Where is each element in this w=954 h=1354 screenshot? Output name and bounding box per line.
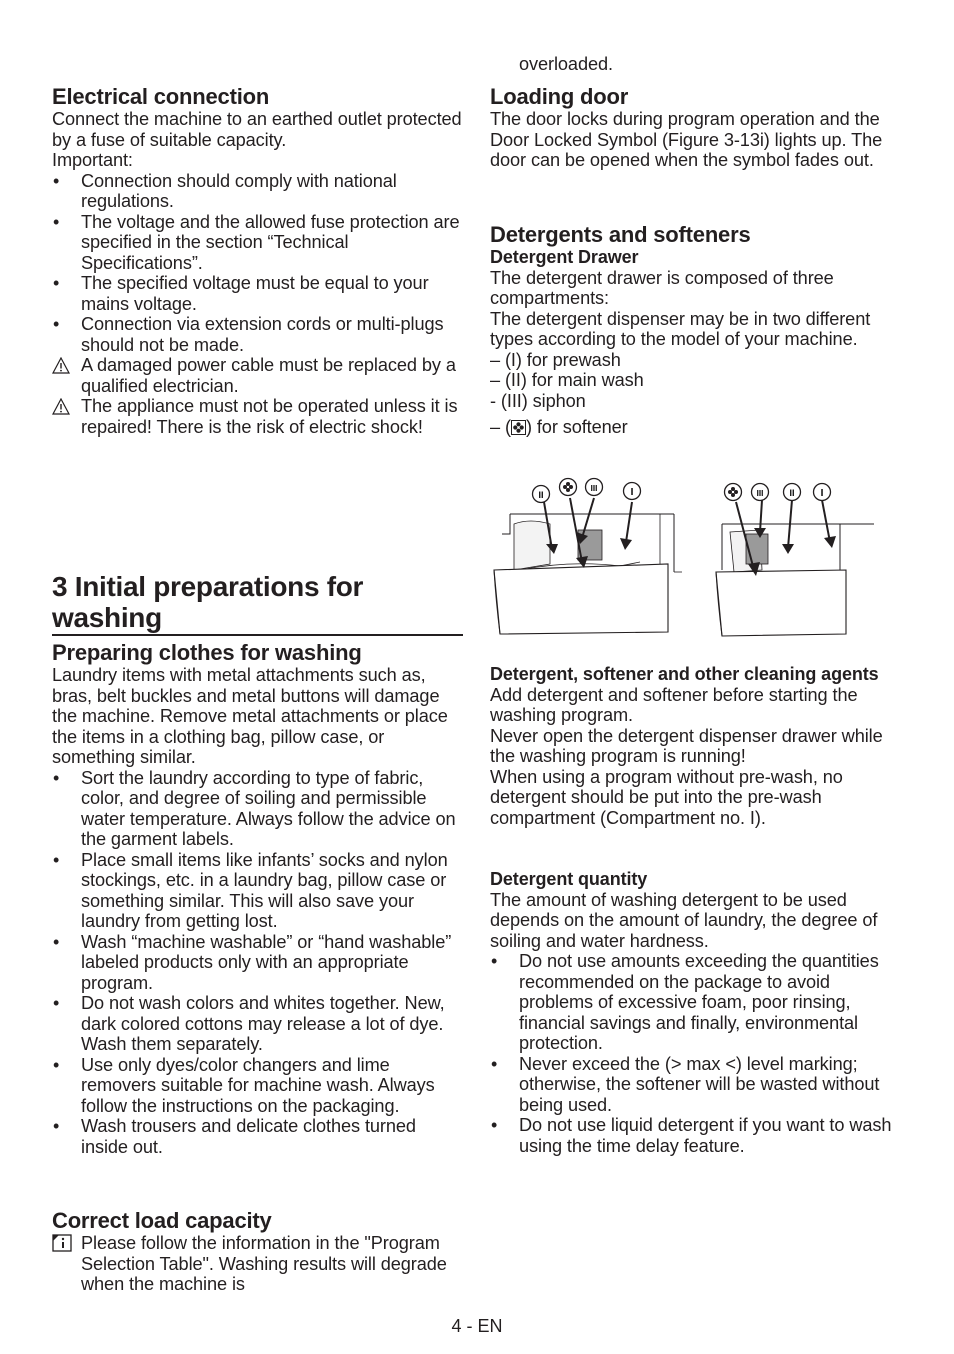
drawer-type-a xyxy=(494,479,682,635)
list-item: • Use only dyes/color changers and lime removers suitable for machine wash. Always follow the instructions on the packaging. xyxy=(53,1054,435,1116)
load-capacity-section xyxy=(52,1209,464,1295)
bullet-icon: • xyxy=(53,1116,60,1136)
bullet-icon: • xyxy=(53,849,60,870)
warning-icon xyxy=(52,357,70,379)
list-item: • Place small items like infants’ socks and nylon stockings, etc. in a laundry bag, pillow case or something similar. This will also save your laundry from getting lost. xyxy=(53,849,448,931)
section-title: Correct load capacity xyxy=(52,1208,272,1233)
list-item: – ( ) for softener xyxy=(490,417,906,440)
bullet-icon: • xyxy=(53,993,60,1013)
compartment-list xyxy=(490,350,906,440)
paragraph: The amount of washing detergent to be used depends on the amount of laundry, the degree of soiling and water hardness. xyxy=(490,889,878,951)
paragraph: When using a program without pre-wash, no detergent should be put into the pre-wash compartment (Compartment no. I). xyxy=(490,766,843,828)
list-item: • Do not use amounts exceeding the quantities recommended on the package to avoid problems of excessive foam, poor rinsing, financial savings and finally, environmental protection. xyxy=(491,951,879,1053)
bullet-icon: • xyxy=(53,931,60,952)
section-title: Loading door xyxy=(490,84,629,109)
list-item: • Do not wash colors and whites together. New, dark colored cottons may release a lot of dye. Wash them separately. xyxy=(53,993,445,1054)
bullet-icon: • xyxy=(53,767,60,788)
softener-flower-icon xyxy=(511,419,526,440)
compartment-label: II xyxy=(789,488,795,498)
compartment-label: III xyxy=(756,489,764,498)
section-title: Electrical connection xyxy=(52,84,270,109)
section-title: Detergents and softeners xyxy=(490,222,751,247)
bullet-icon: • xyxy=(491,951,498,971)
list-item: – (I) for prewash xyxy=(490,349,621,370)
chapter-heading xyxy=(52,571,464,636)
carryover-text: overloaded. xyxy=(519,54,613,74)
info-text: Please follow the information in the "Program Selection Table". Washing results will degrade when the machine is xyxy=(81,1233,447,1294)
compartment-label: II xyxy=(538,490,544,500)
bullet-icon: • xyxy=(491,1115,498,1135)
list-item: – (II) for main wash xyxy=(490,370,644,390)
subsection-title: Detergent quantity xyxy=(490,869,648,889)
warning-text: A damaged power cable must be replaced by a qualified electrician. xyxy=(81,355,456,396)
bullet-icon: • xyxy=(53,273,60,293)
list-item: • Never exceed the (> max <) level marking; otherwise, the softener will be wasted without being used. xyxy=(491,1053,880,1115)
bullet-list xyxy=(490,951,906,1156)
list-item: • Wash trousers and delicate clothes turned inside out. xyxy=(53,1116,416,1157)
paragraph: The door locks during program operation and the Door Locked Symbol (Figure 3-13i) lights up. The door can be opened when the symbol fades out. xyxy=(490,109,883,170)
list-item: - (III) siphon xyxy=(490,390,586,411)
paragraph: Laundry items with metal attachments such as, bras, belt buckles and metal buttons will damage the machine. Remove metal attachments or place the items in a clothing bag, pillow case, or something similar. xyxy=(52,665,448,767)
detergent-quantity-section xyxy=(490,869,906,1156)
section-title: Preparing clothes for washing xyxy=(52,640,362,665)
bullet-list xyxy=(52,171,464,356)
list-item: • Connection via extension cords or multi-plugs should not be made. xyxy=(53,314,444,355)
paragraph: The detergent dispenser may be in two different types according to the model of your machine. xyxy=(490,308,871,349)
compartment-label: III xyxy=(590,484,598,493)
drawer-type-b xyxy=(716,484,874,637)
list-item: • Sort the laundry according to type of fabric, color, and degree of soiling and permissible water temperature. Always follow the advice on the garment labels. xyxy=(53,767,456,849)
bullet-icon: • xyxy=(53,170,60,191)
bullet-icon: • xyxy=(53,211,60,232)
detergent-drawer-diagram xyxy=(490,474,890,638)
bullet-icon: • xyxy=(491,1053,498,1074)
warning-icon xyxy=(52,398,70,420)
paragraph: The detergent drawer is composed of three compartments: xyxy=(490,267,834,308)
info-note xyxy=(52,1233,464,1295)
list-item: • Do not use liquid detergent if you want to wash using the time delay feature. xyxy=(491,1115,892,1156)
list-item: • The voltage and the allowed fuse protection are specified in the section “Technical Specifications”. xyxy=(53,211,460,273)
bullet-icon: • xyxy=(53,1054,60,1075)
list-item: • The specified voltage must be equal to your mains voltage. xyxy=(53,273,429,314)
paragraph: Never open the detergent dispenser drawer while the washing program is running! xyxy=(490,725,883,766)
detergents-section xyxy=(490,223,906,440)
list-item: • Wash “machine washable” or “hand washable” labeled products only with an appropriate program. xyxy=(53,931,452,993)
subsection-title: Detergent, softener and other cleaning agents xyxy=(490,664,879,684)
compartment-label: I xyxy=(820,488,824,499)
chapter-title: 3 Initial preparations for washing xyxy=(52,571,463,636)
page-number: 4 - EN xyxy=(451,1316,503,1336)
electrical-connection-section xyxy=(52,85,464,437)
paragraph: Connect the machine to an earthed outlet protected by a fuse of suitable capacity. xyxy=(52,109,462,150)
bullet-list xyxy=(52,768,464,1158)
loading-door-section xyxy=(490,85,906,171)
info-icon xyxy=(52,1234,72,1257)
list-item: • Connection should comply with national regulations. xyxy=(53,170,397,211)
paragraph: Add detergent and softener before starting the washing program. xyxy=(490,684,858,725)
bullet-icon: • xyxy=(53,314,60,334)
preparing-clothes-section xyxy=(52,641,464,1157)
warning-note xyxy=(52,355,464,396)
warning-note xyxy=(52,396,464,437)
cleaning-agents-section xyxy=(490,664,906,828)
warning-text: The appliance must not be operated unless it is repaired! There is the risk of electric shock! xyxy=(81,396,458,437)
important-label: Important: xyxy=(52,150,133,170)
compartment-label: I xyxy=(630,487,634,498)
subsection-title: Detergent Drawer xyxy=(490,247,639,267)
